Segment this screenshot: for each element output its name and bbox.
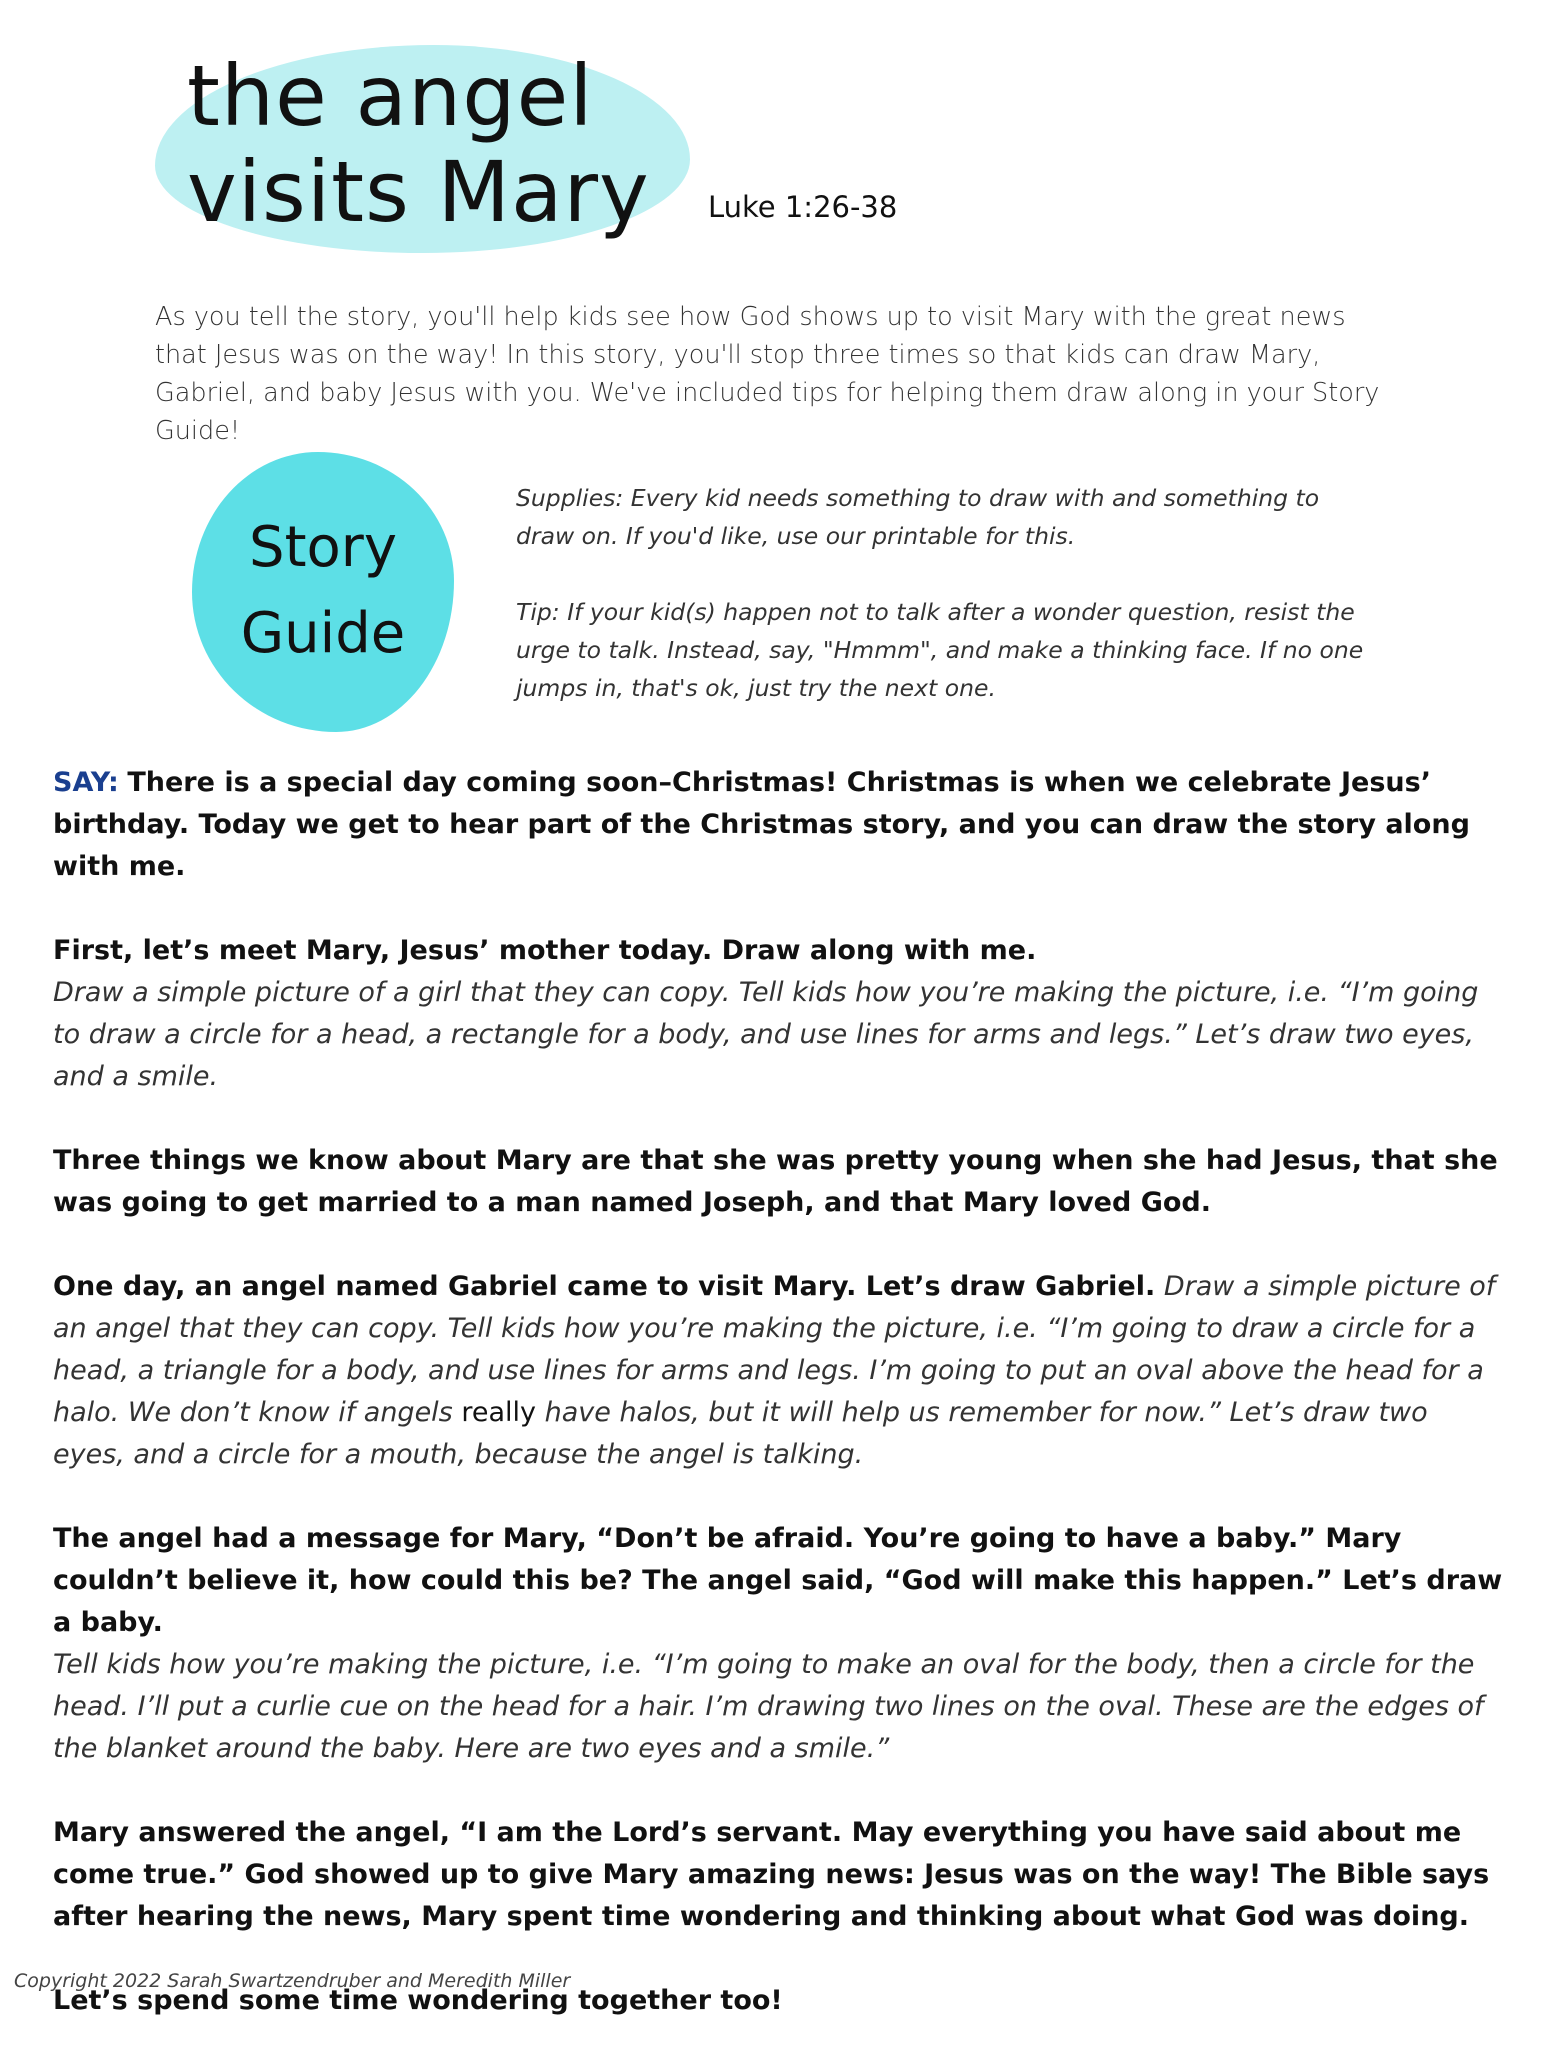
story-guide-label-line-1: Story (249, 515, 397, 580)
story-paragraph-6: Mary answered the angel, “I am the Lord’s servant. May everything you have said about me come true.” God showed up to give Mary amazing news: Jesus was on the way! The Bible says after hearing the news, Mary spent time wondering and thinking about what God was doing. (53, 1817, 1490, 1932)
story-paragraph-1 (53, 762, 1508, 888)
say-label: SAY: (53, 767, 119, 798)
story-paragraph-2 (53, 930, 1508, 1098)
story-paragraph-4-regular: really (461, 1397, 537, 1428)
story-paragraph-2-instructions: Draw a simple picture of a girl that they can copy. Tell kids how you’re making the picture, i.e. “I’m going to draw a circle for a head, a rectangle for a body, and use lines for arms and legs.” Let’s draw two eyes, and a smile. (53, 977, 1479, 1092)
story-paragraph-4 (53, 1266, 1508, 1476)
story-paragraph-5 (53, 1518, 1508, 1770)
title-line-1: the angel (187, 47, 594, 145)
story-paragraph-3: Three things we know about Mary are that she was pretty young when she had Jesus, that she was going to get married to a man named Joseph, and that Mary loved God. (53, 1145, 1498, 1218)
intro-paragraph: As you tell the story, you'll help kids see how God shows up to visit Mary with the great news that Jesus was on the way! In this story, you'll stop three times so that kids can draw Mary, Gabriel, and baby Jesus with you. We've included tips for helping them draw along in your Story Guide! (155, 302, 1380, 446)
story-paragraph-5-instructions: Tell kids how you’re making the picture, i.e. “I’m going to make an oval for the body, then a circle for the head. I’ll put a curlie cue on the head for a hair. I’m drawing two lines on the oval. These are the edges of the blanket around the baby. Here are two eyes and a smile.” (53, 1649, 1484, 1764)
story-paragraph-4-instructions-a: Draw a simple picture of an angel that they can copy. Tell kids how you’re making the picture, i.e. “I’m going to draw a circle for a head, a triangle for a body, and use lines for arms and legs. I’m going to put an oval above the head for a halo. We don’t know if angels (53, 1271, 1496, 1428)
story-paragraph-2-bold: First, let’s meet Mary, Jesus’ mother today. Draw along with me. (53, 935, 1037, 966)
copyright-footer: Copyright 2022 Sarah Swartzendruber and Meredith Miller (14, 1970, 571, 1992)
page-title (187, 48, 650, 240)
story-guide-label (192, 505, 454, 677)
story-paragraph-1-text: There is a special day coming soon–Christmas! Christmas is when we celebrate Jesus’ birthday. Today we get to hear part of the Christmas story, and you can draw the story along with me. (53, 767, 1470, 882)
story-content (53, 762, 1508, 2064)
story-paragraph-4-bold: One day, an angel named Gabriel came to visit Mary. Let’s draw Gabriel. (53, 1271, 1156, 1302)
title-line-2: visits Mary (187, 143, 650, 241)
scripture-reference: Luke 1:26-38 (708, 190, 898, 224)
story-guide-label-line-2: Guide (240, 601, 406, 666)
tip-note: Tip: If your kid(s) happen not to talk after a wonder question, resist the urge to talk. Instead, say, "Hmmm", and make a thinking face. If no one jumps in, that's ok, just try the next one. (516, 598, 1364, 702)
story-paragraph-7: Let’s spend some time wondering together too! (53, 1985, 783, 2016)
story-paragraph-5-bold: The angel had a message for Mary, “Don’t be afraid. You’re going to have a baby.” Mary couldn’t believe it, how could this be? The angel said, “God will make this happen.” Let’s draw a baby. (53, 1523, 1503, 1638)
guide-notes (516, 479, 1366, 745)
story-paragraph-4-instructions-b: have halos, but it will help us remember for now.” Let’s draw two eyes, and a circle for a mouth, because the angel is talking. (53, 1397, 1428, 1470)
supplies-note: Supplies: Every kid needs something to draw with and something to draw on. If you'd like, use our printable for this. (516, 484, 1320, 550)
